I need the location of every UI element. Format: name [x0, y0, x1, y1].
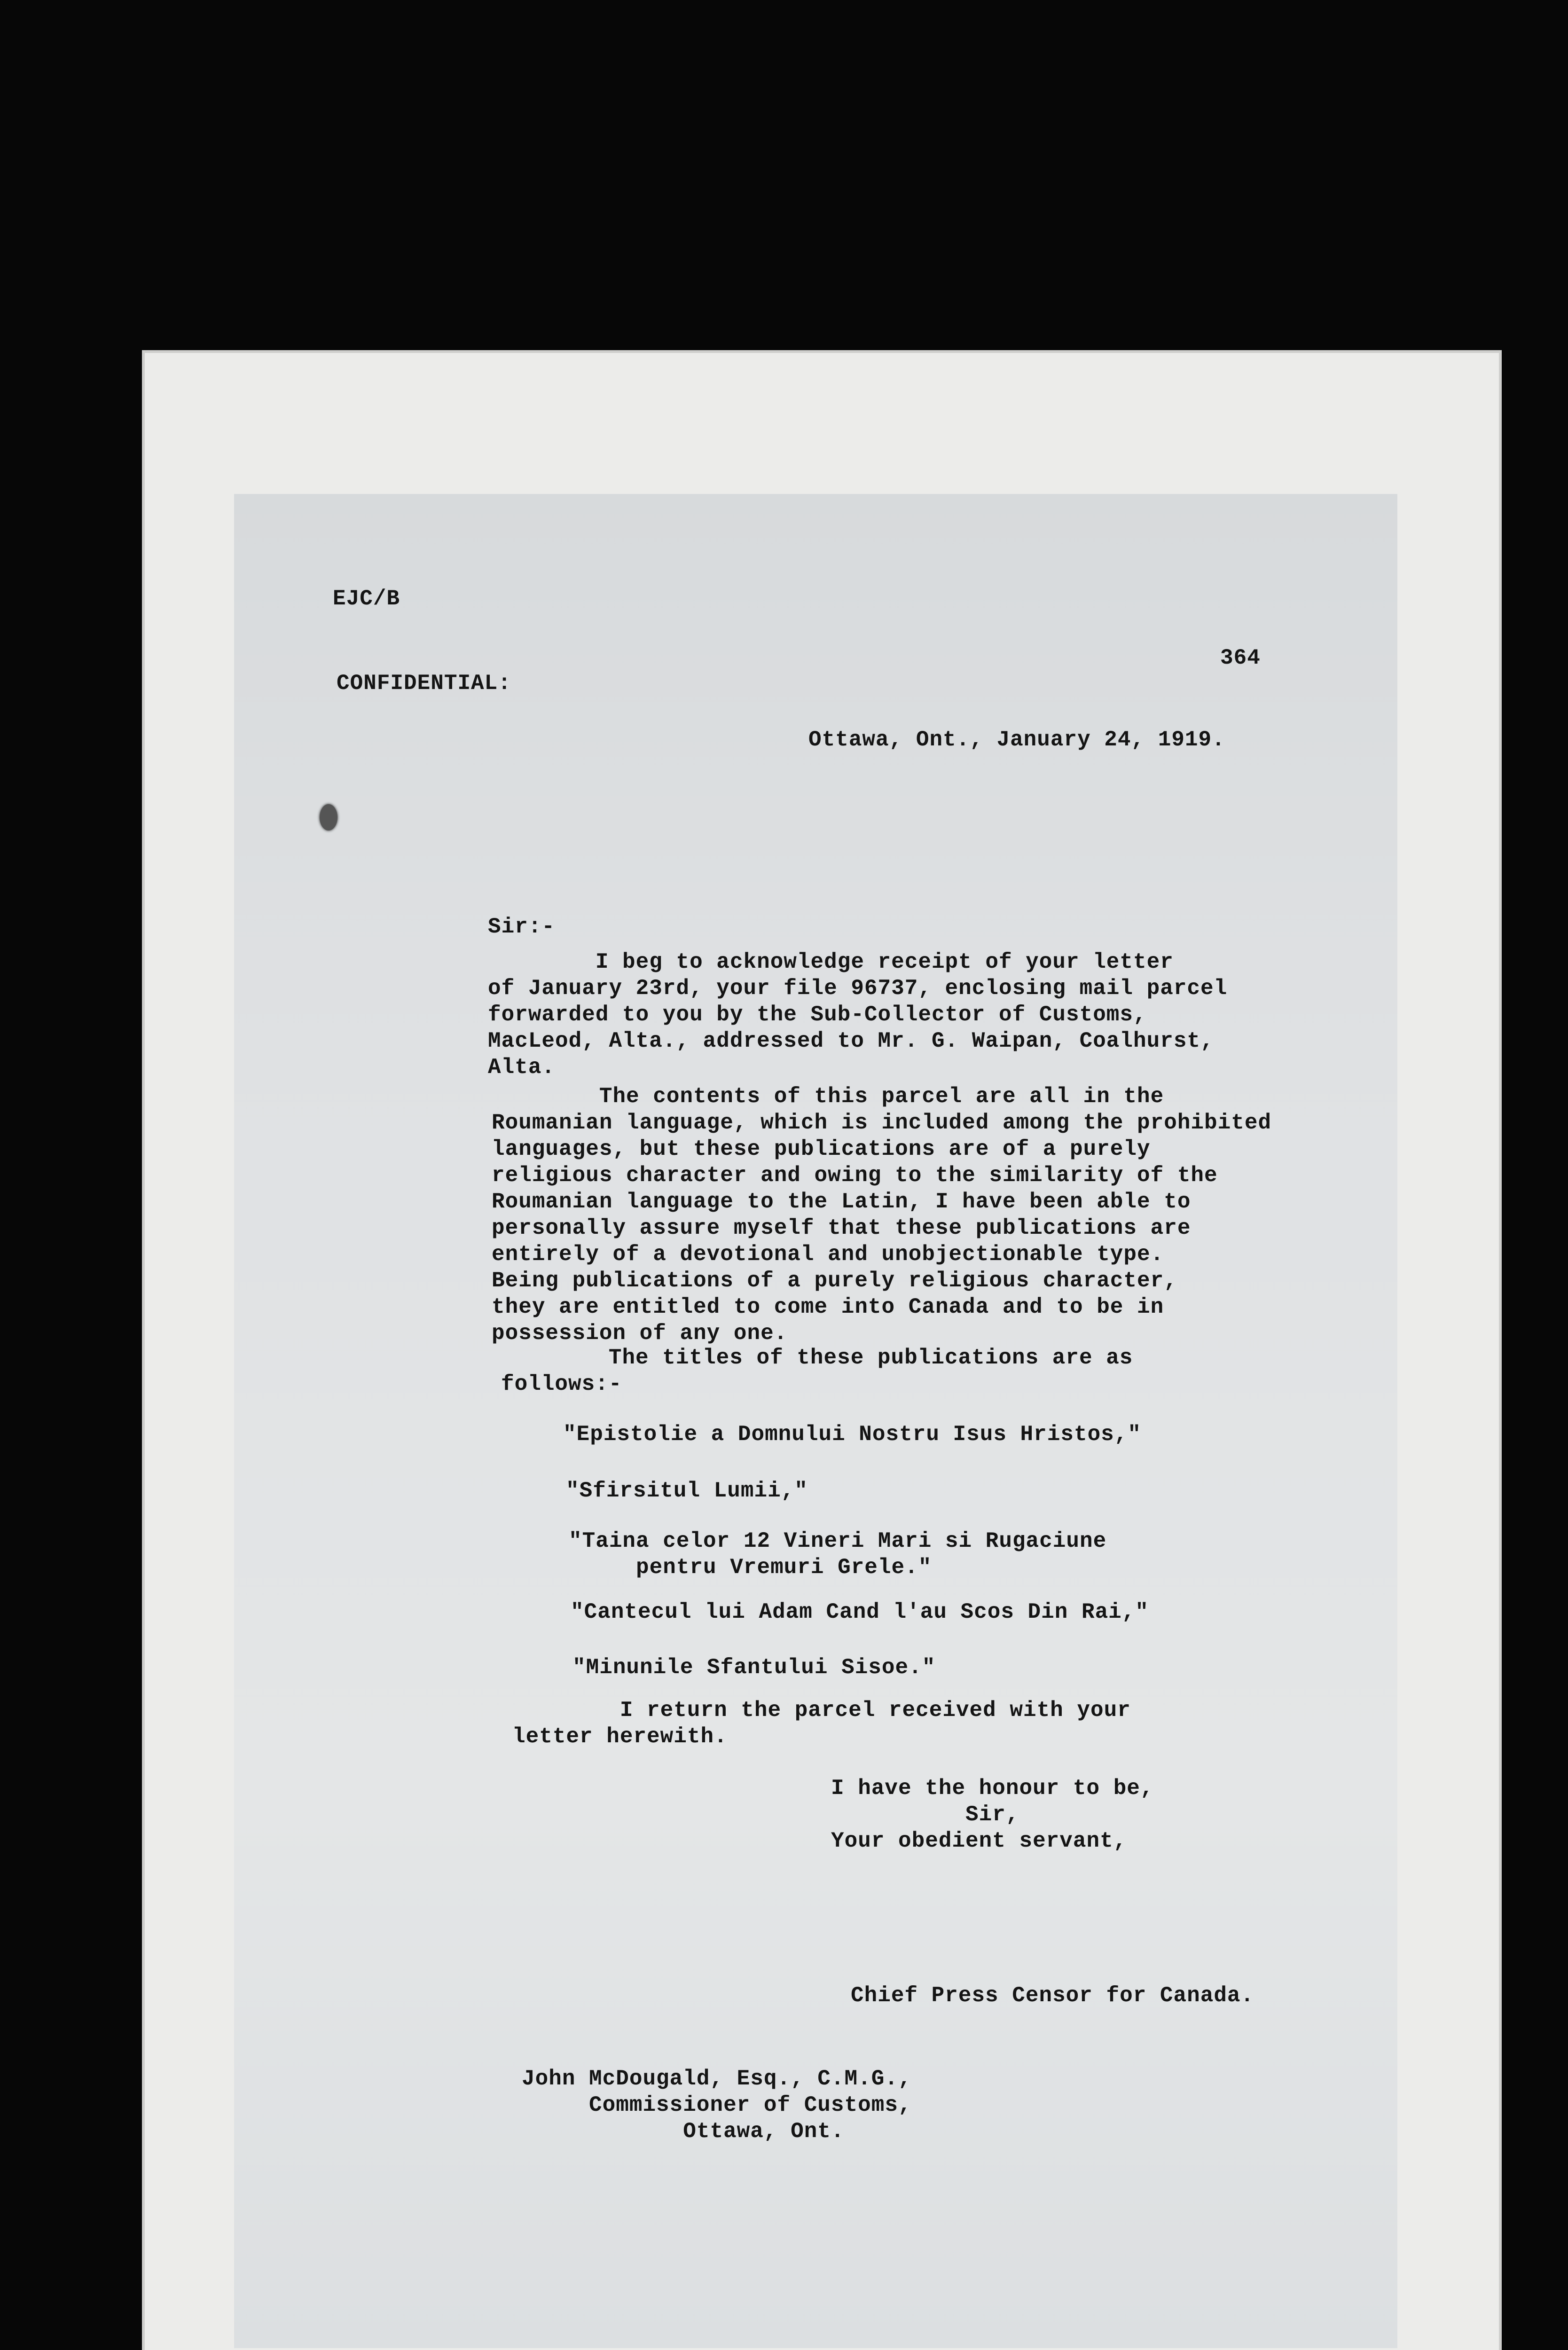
punch-hole: [320, 804, 337, 830]
publication-title: "Taina celor 12 Vineri Mari si Rugaciune pentru Vremuri Grele.": [569, 1529, 1107, 1580]
publication-title: "Sfirsitul Lumii,": [566, 1479, 808, 1503]
signature-title: Chief Press Censor for Canada.: [851, 1983, 1254, 2008]
paragraph-titles-intro: The titles of these publications are as follows:-: [501, 1346, 1133, 1396]
salutation: Sir:-: [488, 915, 556, 939]
reference-initials: EJC/B: [333, 587, 400, 611]
closing: I have the honour to be, Sir, Your obedient servant,: [831, 1776, 1154, 1853]
page-number: 364: [1220, 646, 1261, 670]
publication-title: "Cantecul lui Adam Cand l'au Scos Din Rai,": [571, 1600, 1149, 1624]
letter-page: [234, 494, 1397, 2348]
paragraph-acknowledgement: I beg to acknowledge receipt of your letter of January 23rd, your file 96737, enclosing mail parcel forwarded to you by the Sub-Collector of Customs, MacLeod, Alta., addressed to Mr. G. Waipan, Coalhurst, Alta.: [488, 950, 1228, 1080]
paragraph-return: I return the parcel received with your letter herewith.: [512, 1698, 1131, 1749]
addressee-block: John McDougald, Esq., C.M.G., Commissioner of Customs, Ottawa, Ont.: [522, 2067, 912, 2144]
paragraph-contents: The contents of this parcel are all in the Roumanian language, which is included among the prohibited languages, but these publications are of a purely religious character and owing to the similarity of the Roumanian language to the Latin, I have been able to personally assure myself that these publications are entirely of a devotional and unobjectionable type. Being publications of a purely religious character, they are entitled to come into Canada and to be in possession of any one.: [492, 1084, 1272, 1346]
publication-title: "Epistolie a Domnului Nostru Isus Hristos,": [563, 1422, 1141, 1447]
classification-mark: CONFIDENTIAL:: [337, 671, 511, 696]
place-date: Ottawa, Ont., January 24, 1919.: [808, 728, 1225, 752]
publication-title: "Minunile Sfantului Sisoe.": [572, 1655, 936, 1680]
